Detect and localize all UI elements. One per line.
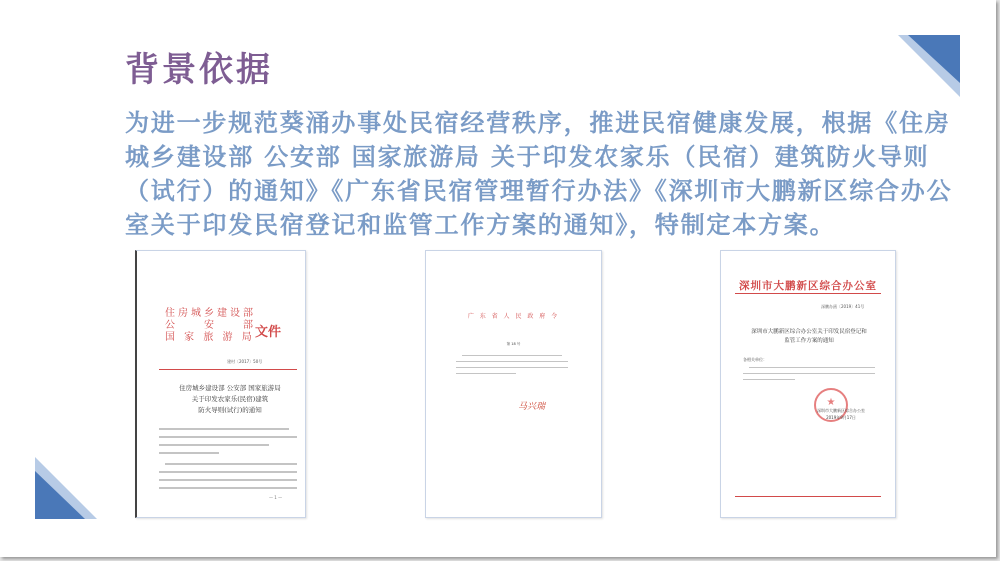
text-line xyxy=(165,463,297,465)
doc1-wenjian-label: 文件 xyxy=(255,325,282,340)
doc3-bottom-rule xyxy=(735,496,881,497)
doc3-subject-line: 监管工作方案的通知 xyxy=(784,338,834,344)
text-line xyxy=(749,367,875,368)
doc3-issuer-line: 2019年9月17日 xyxy=(826,415,856,420)
text-line xyxy=(159,471,297,473)
doc3-issuer xyxy=(811,407,871,421)
doc3-subject xyxy=(739,328,879,346)
document-image-dapeng-office xyxy=(720,250,896,518)
corner-decoration-top-right xyxy=(898,35,960,97)
doc3-number: 深鹏办函〔2019〕41号 xyxy=(821,304,865,309)
text-line xyxy=(159,452,219,454)
text-line xyxy=(456,367,568,368)
text-line xyxy=(159,436,297,438)
text-line xyxy=(159,487,297,489)
slide-title: 背景依据 xyxy=(125,50,273,90)
doc2-number: 第 18 号 xyxy=(506,342,521,346)
seal-star-icon: ★ xyxy=(826,397,836,408)
doc1-subject-line: 防火导则(试行)的通知 xyxy=(198,406,262,414)
doc1-page-marker: — 1 — xyxy=(269,495,283,500)
slide-body-text: 为进一步规范葵涌办事处民宿经营秩序，推进民宿健康发展，根据《住房城乡建设部 公安部 国家旅游局 关于印发农家乐（民宿）建筑防火导则（试行）的通知》《广东省民宿管理暂行办法》《深圳市大鹏新区综合办公室关于印发民宿登记和监管工作方案的通知》，特制定本方案。 xyxy=(125,109,953,239)
doc3-header: 深圳市大鹏新区综合办公室 xyxy=(739,280,877,292)
doc1-subject-line: 住房城乡建设部 公安部 国家旅游局 xyxy=(179,384,281,392)
doc2-header: 广 东 省 人 民 政 府 令 xyxy=(467,313,560,320)
doc3-issuer-line: 深圳市大鹏新区综合办公室 xyxy=(817,408,865,413)
doc1-subject-line: 关于印发农家乐(民宿)建筑 xyxy=(191,395,269,403)
doc3-addressee: 各相关单位： xyxy=(743,357,767,362)
text-line xyxy=(159,479,297,481)
document-image-housing-ministry xyxy=(135,250,306,518)
text-line xyxy=(159,444,269,446)
doc1-agency-line: 国 家 旅 游 局 xyxy=(165,332,255,343)
doc1-subject xyxy=(165,383,295,416)
corner-decoration-bottom-left xyxy=(35,457,97,519)
text-line xyxy=(743,379,795,380)
text-line xyxy=(462,355,562,356)
doc1-number: 建村〔2017〕50号 xyxy=(227,359,263,364)
doc2-signature: 马兴瑞 xyxy=(518,402,546,412)
text-line xyxy=(456,373,516,374)
doc1-agency-line: 公 安 部 xyxy=(165,320,256,331)
doc3-red-rule xyxy=(735,293,881,294)
doc1-agency-line: 住房城乡建设部 xyxy=(165,308,256,319)
document-image-guangdong-order xyxy=(425,250,602,518)
text-line xyxy=(456,361,568,362)
doc1-red-rule xyxy=(159,369,297,370)
doc3-subject-line: 深圳市大鹏新区综合办公室关于印发民宿登记和 xyxy=(751,329,867,335)
text-line xyxy=(743,373,875,374)
text-line xyxy=(159,428,289,430)
